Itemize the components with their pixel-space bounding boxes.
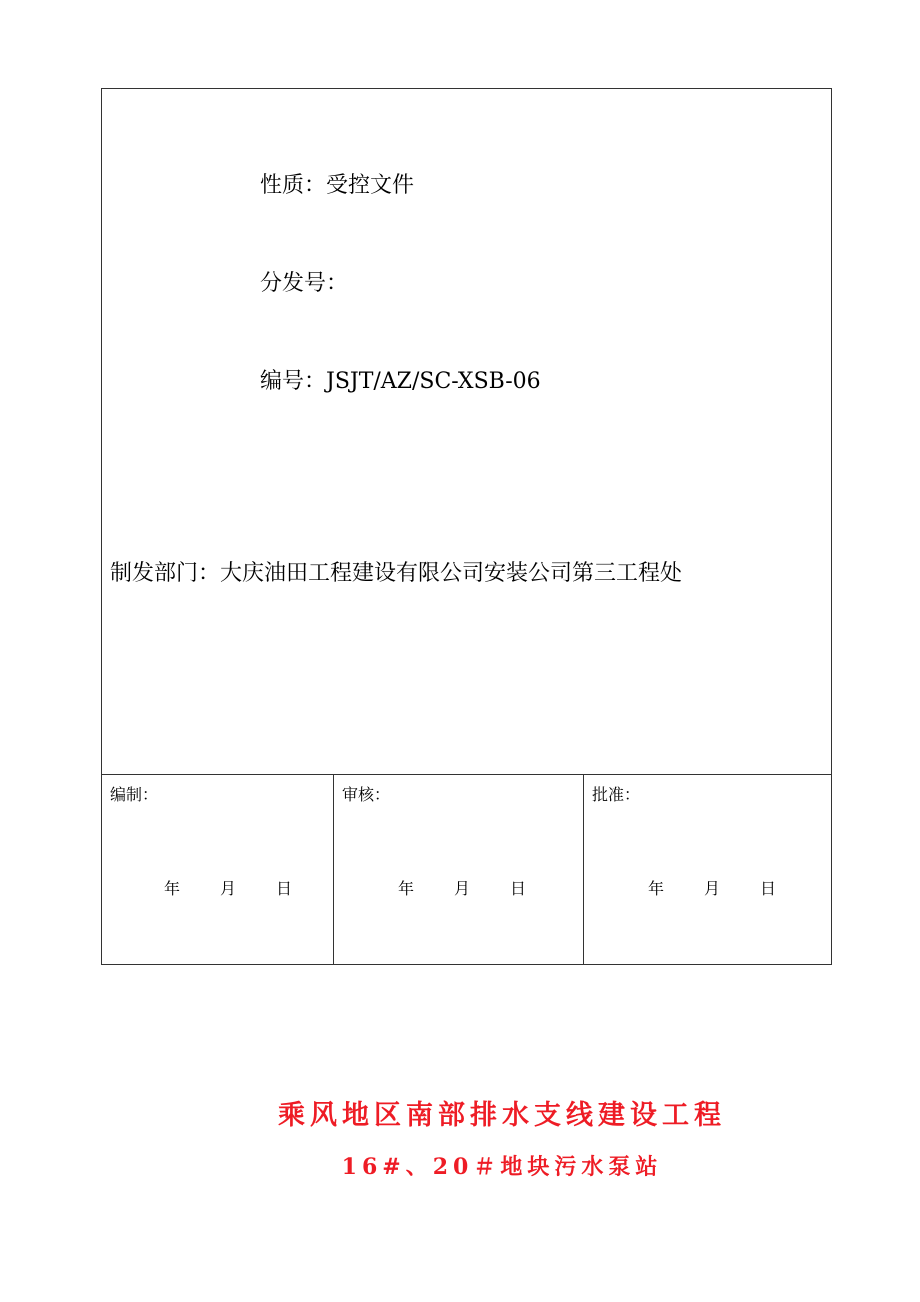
distribution-number-field: 分发号： bbox=[260, 271, 349, 296]
year-label: 年 bbox=[164, 879, 181, 898]
day-label: 日 bbox=[510, 879, 527, 898]
nature-field: 性质：受控文件 bbox=[260, 173, 415, 198]
month-label: 月 bbox=[704, 879, 721, 898]
document-number-field: 编号：JSJT/AZ/SC-XSB-06 bbox=[260, 369, 541, 394]
signoff-approved-cell bbox=[583, 775, 831, 965]
document-cover-frame bbox=[101, 88, 832, 965]
issuing-department-field: 制发部门：大庆油田工程建设有限公司安装公司第三工程处 bbox=[110, 561, 683, 586]
day-label: 日 bbox=[760, 879, 777, 898]
day-label: 日 bbox=[276, 879, 293, 898]
compiled-label: 编制： bbox=[110, 785, 159, 804]
compiled-date bbox=[164, 879, 292, 899]
signoff-compiled-cell bbox=[102, 775, 333, 965]
reviewed-label: 审核： bbox=[342, 785, 391, 804]
project-title: 乘风地区南部排水支线建设工程 bbox=[278, 1100, 726, 1131]
year-label: 年 bbox=[398, 879, 415, 898]
approved-date bbox=[648, 879, 776, 899]
approved-label: 批准： bbox=[592, 785, 641, 804]
project-subtitle: 16#、20＃地块污水泵站 bbox=[341, 1154, 663, 1180]
month-label: 月 bbox=[220, 879, 237, 898]
year-label: 年 bbox=[648, 879, 665, 898]
signoff-table bbox=[102, 774, 831, 965]
reviewed-date bbox=[398, 879, 526, 899]
month-label: 月 bbox=[454, 879, 471, 898]
signoff-reviewed-cell bbox=[333, 775, 583, 965]
